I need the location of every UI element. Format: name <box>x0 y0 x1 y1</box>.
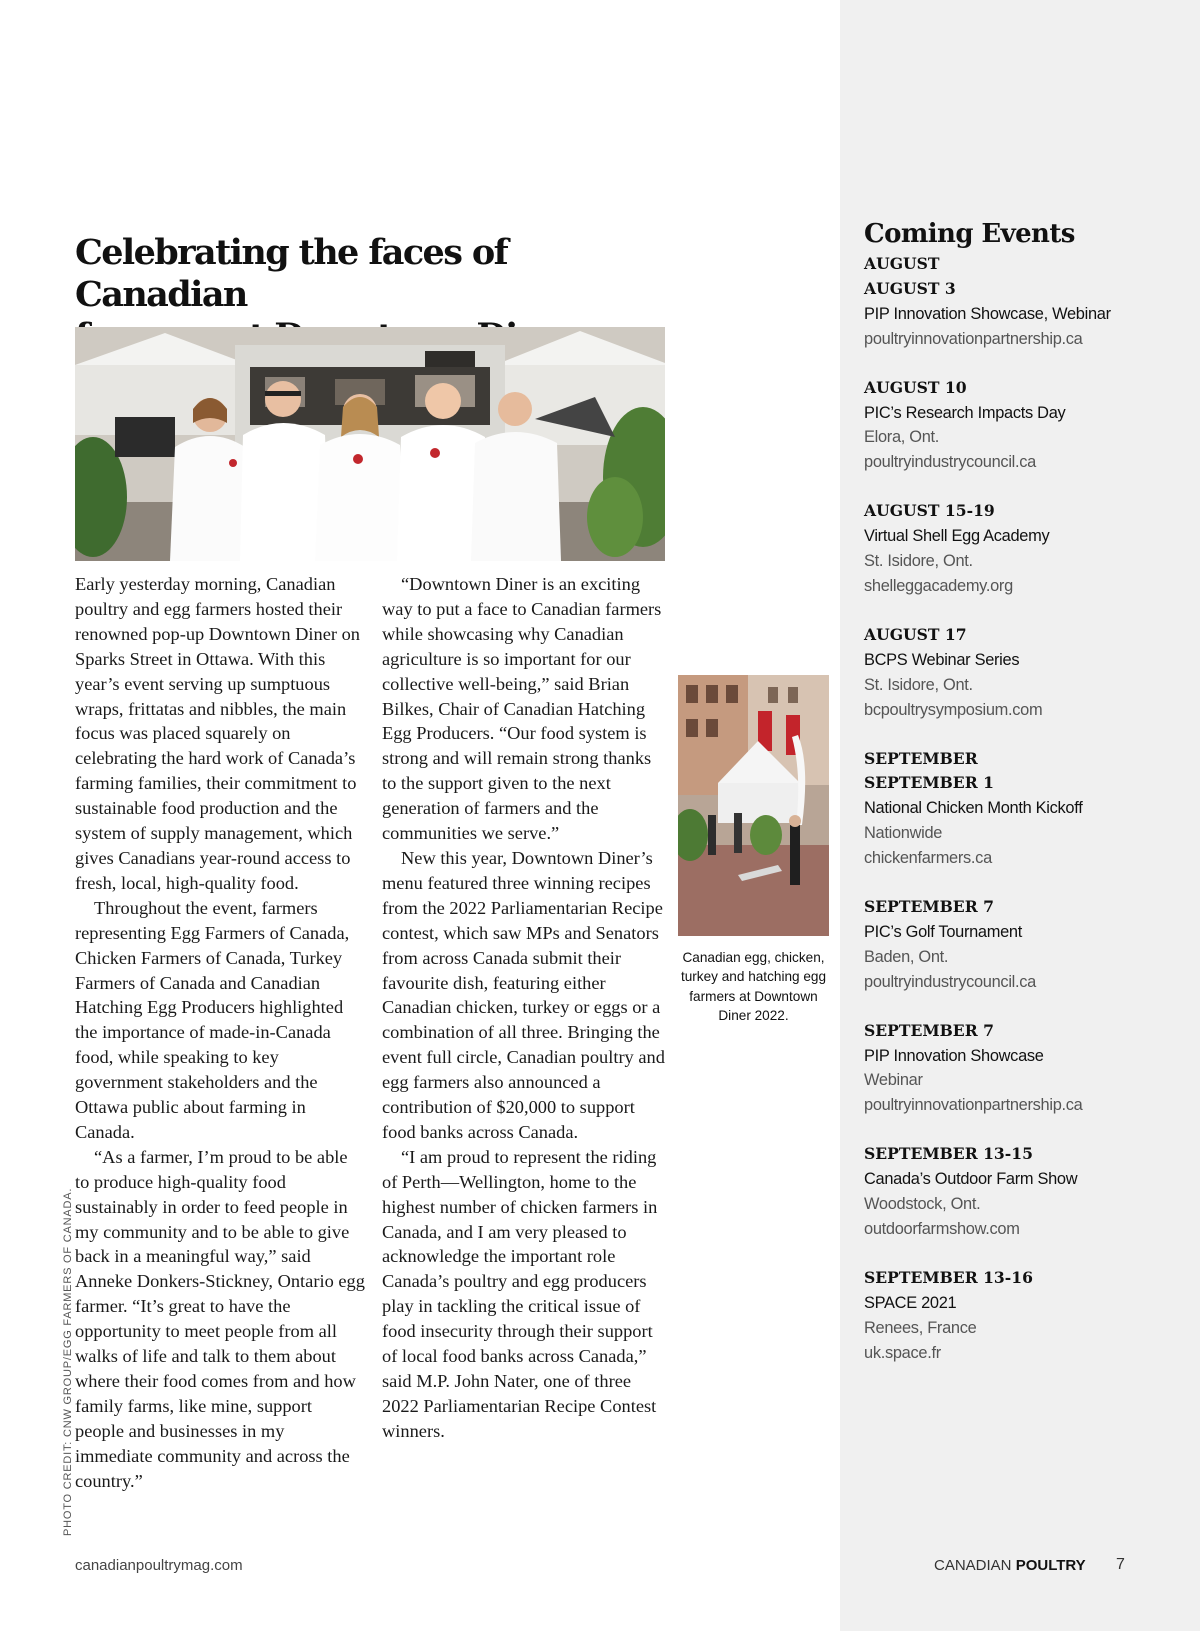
event-item <box>864 771 1184 871</box>
event-detail: shelleggacademy.org <box>864 576 1013 595</box>
event-name: PIC’s Research Impacts Day <box>864 403 1066 422</box>
event-name: PIC’s Golf Tournament <box>864 922 1022 941</box>
event-item <box>864 1266 1184 1366</box>
street-event-photo-illustration <box>678 675 829 936</box>
event-detail: uk.space.fr <box>864 1343 941 1362</box>
event-date: AUGUST 3 <box>864 278 956 298</box>
event-date: SEPTEMBER 13-15 <box>864 1144 1033 1164</box>
paragraph: “I am proud to represent the riding of Perth—Wellington, home to the highest number of chicken farmers in Canada, and I am very pleased to acknowledge the important role Canada’s poultry and egg producers play in tackling the critical issue of food insecurity through their support of local food banks across Canada,” said M.P. John Nater, one of three 2022 Parliamentarian Recipe Contest winners. <box>382 1146 658 1441</box>
month-heading: AUGUST <box>864 254 940 273</box>
paragraph: “Downtown Diner is an exciting way to put a face to Canadian farmers while showcasing why Canadian agriculture is so important for our collective well-being,” said Brian Bilkes, Chair of Canadian Hatching Egg Producers. “Our food system is strong and will remain strong thanks to the support given to the next generation of farmers and the communities we serve.” <box>382 574 662 844</box>
coming-events-sidebar <box>864 216 1184 1390</box>
paragraph: New this year, Downtown Diner’s menu featured three winning recipes from the 2022 Parliamentarian Recipe contest, which saw MPs and Senators from across Canada submit their favourite dish, featuring either Canadian chicken, turkey or eggs or a combination of all three. Bringing the event full circle, Canadian poultry and egg farmers also announced a contribution of $20,000 to support food banks across Canada. <box>382 847 665 1142</box>
photo-caption: Canadian egg, chicken, turkey and hatching egg farmers at Downtown Diner 2022. <box>680 950 827 1024</box>
farmers-group-photo-illustration <box>75 327 665 561</box>
event-name: BCPS Webinar Series <box>864 650 1020 669</box>
event-item <box>864 376 1184 476</box>
event-item <box>864 499 1184 599</box>
paragraph: Throughout the event, farmers representing Egg Farmers of Canada, Chicken Farmers of Canada, Turkey Farmers of Canada and Canadian Hatching Egg Producers highlighted the importance of made-in-Canada food, while speaking to key government stakeholders and the Ottawa public about farming in Canada. <box>75 897 350 1142</box>
street-event-photo <box>678 675 829 936</box>
event-detail: Webinar <box>864 1071 923 1090</box>
events-list <box>864 252 1184 1366</box>
event-detail: Renees, France <box>864 1318 977 1337</box>
event-name: Canada’s Outdoor Farm Show <box>864 1170 1078 1189</box>
event-date: SEPTEMBER 7 <box>864 1020 994 1040</box>
event-item <box>864 623 1184 723</box>
event-detail: bcpoultrysymposium.com <box>864 700 1043 719</box>
event-item <box>864 1019 1184 1119</box>
event-date: SEPTEMBER 13-16 <box>864 1267 1033 1287</box>
event-item <box>864 1142 1184 1242</box>
event-detail: poultryinnovationpartnership.ca <box>864 329 1083 348</box>
event-name: Virtual Shell Egg Academy <box>864 527 1050 546</box>
article-column-2 <box>382 572 670 1444</box>
footer-website: canadianpoultrymag.com <box>75 1557 243 1574</box>
farmers-group-photo <box>75 327 665 561</box>
event-detail: Woodstock, Ont. <box>864 1195 981 1214</box>
photo-credit: PHOTO CREDIT: CNW GROUP/EGG FARMERS OF CANADA. <box>62 1187 74 1536</box>
paragraph: Early yesterday morning, Canadian poultry and egg farmers hosted their renowned pop-up Downtown Diner on Sparks Street in Ottawa. With this year’s event serving up sumptuous wraps, frittatas and nibbles, the main focus was placed squarely on celebrating the hard work of Canada’s farming families, their commitment to sustainable food production and the system of supply management, which gives Canadians year-round access to fresh, local, high-quality food. <box>75 574 361 893</box>
event-detail: Elora, Ont. <box>864 428 940 447</box>
event-name: SPACE 2021 <box>864 1293 957 1312</box>
event-name: National Chicken Month Kickoff <box>864 799 1083 818</box>
event-detail: outdoorfarmshow.com <box>864 1220 1020 1238</box>
event-item <box>864 277 1184 352</box>
footer-brand-bold: POULTRY <box>1015 1557 1086 1574</box>
headline-line-1: Celebrating the faces of Canadian <box>75 232 508 315</box>
event-detail: poultryindustrycouncil.ca <box>864 453 1036 472</box>
month-heading: SEPTEMBER <box>864 748 978 768</box>
article-column-1 <box>75 572 365 1494</box>
event-detail: St. Isidore, Ont. <box>864 552 973 571</box>
footer-brand-light: CANADIAN <box>934 1557 1016 1574</box>
event-date: AUGUST 10 <box>864 377 967 397</box>
event-date: SEPTEMBER 7 <box>864 897 994 917</box>
event-detail: Baden, Ont. <box>864 947 949 966</box>
page-number: 7 <box>1116 1556 1125 1573</box>
event-name: PIP Innovation Showcase <box>864 1046 1044 1065</box>
event-date: AUGUST 17 <box>864 624 967 644</box>
event-detail: Nationwide <box>864 824 943 843</box>
event-date: AUGUST 15-19 <box>864 501 995 521</box>
event-detail: St. Isidore, Ont. <box>864 675 973 694</box>
coming-events-title: Coming Events <box>864 219 1075 249</box>
footer-brand <box>934 1557 1086 1574</box>
paragraph: “As a farmer, I’m proud to be able to produce high-quality food sustainably in order to feed people in my community and to be able to give back in a meaningful way,” said Anneke Donkers-Stickney, Ontario egg farmer. “It’s great to have the opportunity to meet people from all walks of life and talk to them about where their food comes from and how family farms, like mine, support people and businesses in my immediate community and across the country.” <box>75 1146 365 1491</box>
event-detail: chickenfarmers.ca <box>864 849 992 868</box>
event-name: PIP Innovation Showcase, Webinar <box>864 304 1111 323</box>
event-detail: poultryindustrycouncil.ca <box>864 972 1036 991</box>
event-item <box>864 895 1184 995</box>
event-date: SEPTEMBER 1 <box>864 773 994 793</box>
event-detail: poultryinnovationpartnership.ca <box>864 1096 1083 1115</box>
